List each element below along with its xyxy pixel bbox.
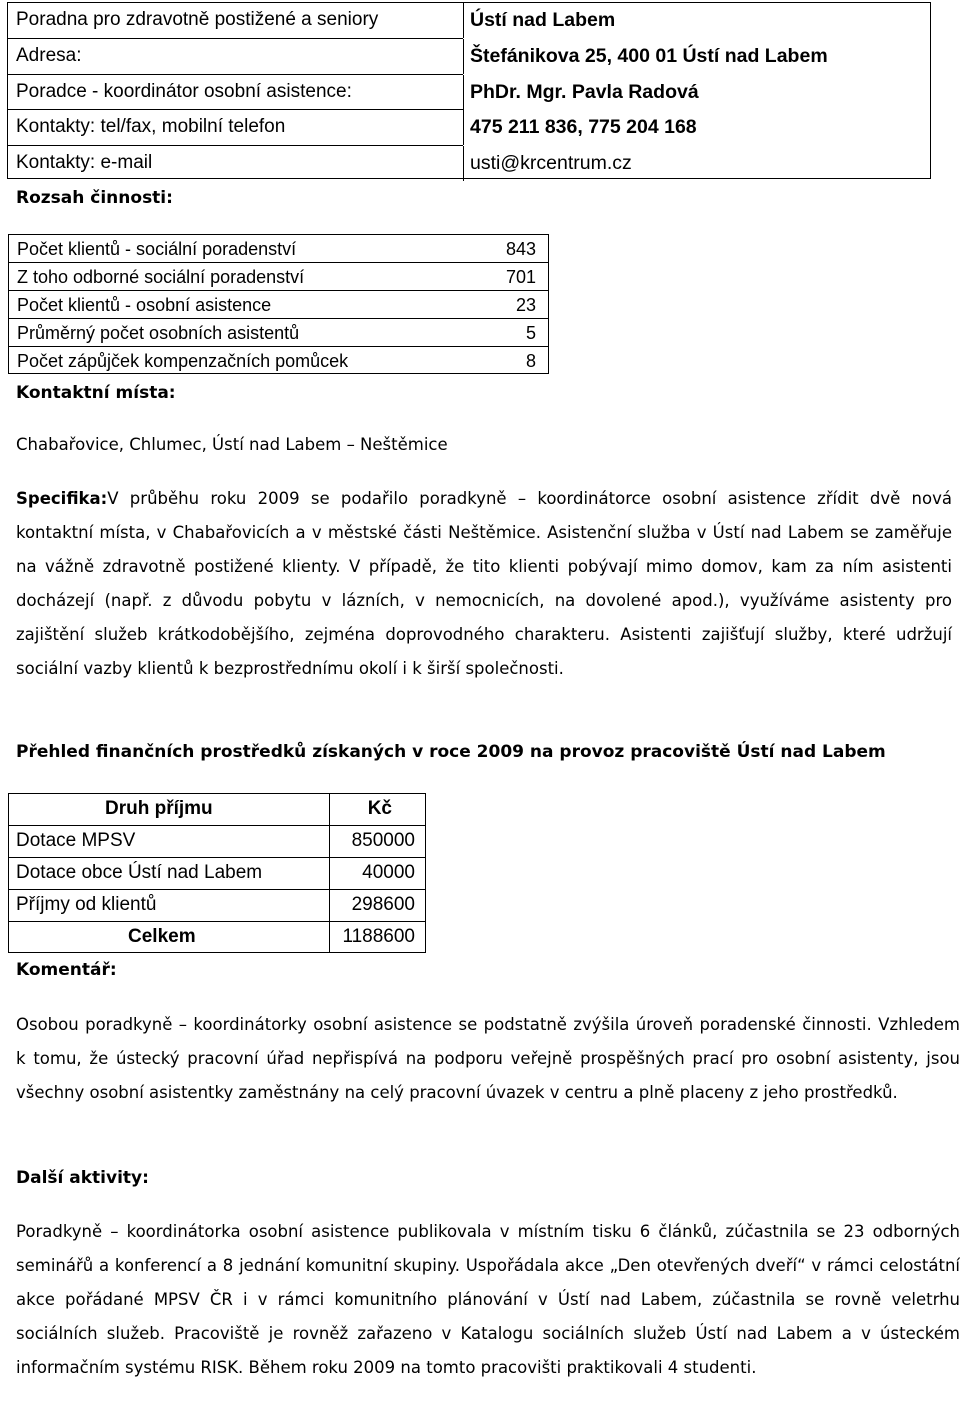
activities-heading: Další aktivity: bbox=[16, 1168, 149, 1188]
stats-value: 5 bbox=[525, 323, 536, 343]
comment-heading: Komentář: bbox=[16, 960, 117, 980]
stats-row bbox=[9, 263, 548, 291]
finance-col-amount: Kč bbox=[367, 798, 392, 819]
info-value: usti@krcentrum.cz bbox=[470, 152, 632, 174]
info-row bbox=[8, 39, 930, 74]
info-row bbox=[8, 146, 930, 181]
comment-text: Osobou poradkyně – koordinátorky osobní asistence se podstatně zvýšila úroveň poradenské činnosti. Vzhledem k tomu, že ústecký pracovní úřad nepřispívá na podporu veřejně prospěšných prací pro osobní asistenty, jsou všechny osobní asistentky zaměstnány na celý pracovní úvazek v centru a plně placeny z jeho prostředků. bbox=[16, 1015, 960, 1102]
finance-value: 40000 bbox=[362, 862, 415, 883]
stats-row bbox=[9, 319, 548, 347]
stats-value: 843 bbox=[505, 239, 536, 259]
stats-label: Z toho odborné sociální poradenství bbox=[17, 267, 305, 287]
finance-total-label: Celkem bbox=[128, 926, 196, 947]
finance-row bbox=[9, 858, 425, 890]
info-row bbox=[8, 75, 930, 110]
finance-heading bbox=[16, 742, 956, 762]
finance-col-type: Druh příjmu bbox=[105, 798, 213, 819]
stats-label: Počet zápůjček kompenzačních pomůcek bbox=[17, 351, 349, 371]
activities-text: Poradkyně – koordinátorka osobní asistence publikovala v místním tisku 6 článků, zúčastnila se 23 odborných seminářů a konferencí a 8 jednání komunitní skupiny. Uspořádala akce „Den otevřených dveří“ v rámci celostátní akce pořádané MPSV ČR i v rámci komunitního plánování v Ústí nad Labem, zúčastnila se rovně veletrhu sociálních služeb. Pracoviště je rovněž zařazeno v Katalogu sociálních služeb Ústí nad Labem a v ústeckém informačním systému RISK. Během roku 2009 na tomto pracovišti praktikovali 4 studenti. bbox=[16, 1222, 960, 1377]
contact-places: Chabařovice, Chlumec, Ústí nad Labem – Neštěmice bbox=[16, 435, 448, 454]
stats-value: 701 bbox=[505, 267, 536, 287]
stats-label: Průměrný počet osobních asistentů bbox=[17, 323, 300, 343]
info-label: Kontakty: e-mail bbox=[16, 152, 153, 173]
info-value: 475 211 836, 775 204 168 bbox=[470, 116, 697, 138]
scope-heading: Rozsah činnosti: bbox=[16, 188, 173, 208]
finance-value: 850000 bbox=[351, 830, 415, 851]
stats-label: Počet klientů - sociální poradenství bbox=[17, 239, 297, 259]
finance-total-row bbox=[9, 922, 425, 954]
finance-label: Příjmy od klientů bbox=[16, 894, 157, 915]
finance-row bbox=[9, 826, 425, 858]
finance-row bbox=[9, 890, 425, 922]
info-label: Adresa: bbox=[16, 45, 82, 66]
finance-label: Dotace MPSV bbox=[16, 830, 136, 851]
stats-row bbox=[9, 235, 548, 263]
specifics-paragraph bbox=[16, 482, 952, 686]
info-value: PhDr. Mgr. Pavla Radová bbox=[470, 81, 699, 103]
finance-heading-text: Přehled finančních prostředků získaných v roce 2009 na provoz pracoviště Ústí nad Labem bbox=[16, 742, 886, 762]
stats-label: Počet klientů - osobní asistence bbox=[17, 295, 272, 315]
info-value: Ústí nad Labem bbox=[470, 9, 616, 31]
finance-label: Dotace obce Ústí nad Labem bbox=[16, 862, 263, 883]
finance-table bbox=[8, 793, 426, 953]
specifics-label: Specifika: bbox=[16, 489, 108, 508]
stats-table bbox=[8, 234, 549, 374]
finance-total-value: 1188600 bbox=[342, 926, 415, 947]
info-label: Poradce - koordinátor osobní asistence: bbox=[16, 81, 352, 102]
info-row bbox=[8, 110, 930, 145]
stats-row bbox=[9, 347, 548, 375]
info-row bbox=[8, 3, 930, 38]
stats-value: 23 bbox=[515, 295, 536, 315]
contact-info-table bbox=[7, 2, 931, 179]
info-label: Kontakty: tel/fax, mobilní telefon bbox=[16, 116, 286, 137]
info-value: Štefánikova 25, 400 01 Ústí nad Labem bbox=[470, 45, 828, 67]
stats-row bbox=[9, 291, 548, 319]
specifics-text: V průběhu roku 2009 se podařilo poradkyně – koordinátorce osobní asistence zřídit dvě nová kontaktní místa, v Chabařovicích a v městské části Neštěmice. Asistenční služba v Ústí nad Labem se zaměřuje na vážně zdravotně postižené klienty. V případě, že tito klienti pobývají mimo domov, kam za ním asistenti docházejí (např. z důvodu pobytu v lázních, v nemocnicích, na dovolené apod.), využíváme asistenty pro zajištění služeb krátkodobějšího, zejména doprovodného charakteru. Asistenti zajišťují služby, které udržují sociální vazby klientů k bezprostřednímu okolí i k širší společnosti. bbox=[16, 489, 952, 678]
info-label: Poradna pro zdravotně postižené a seniory bbox=[16, 9, 379, 30]
finance-header-row bbox=[9, 794, 425, 826]
contact-heading: Kontaktní místa: bbox=[16, 383, 176, 403]
stats-value: 8 bbox=[525, 351, 536, 371]
finance-value: 298600 bbox=[351, 894, 415, 915]
